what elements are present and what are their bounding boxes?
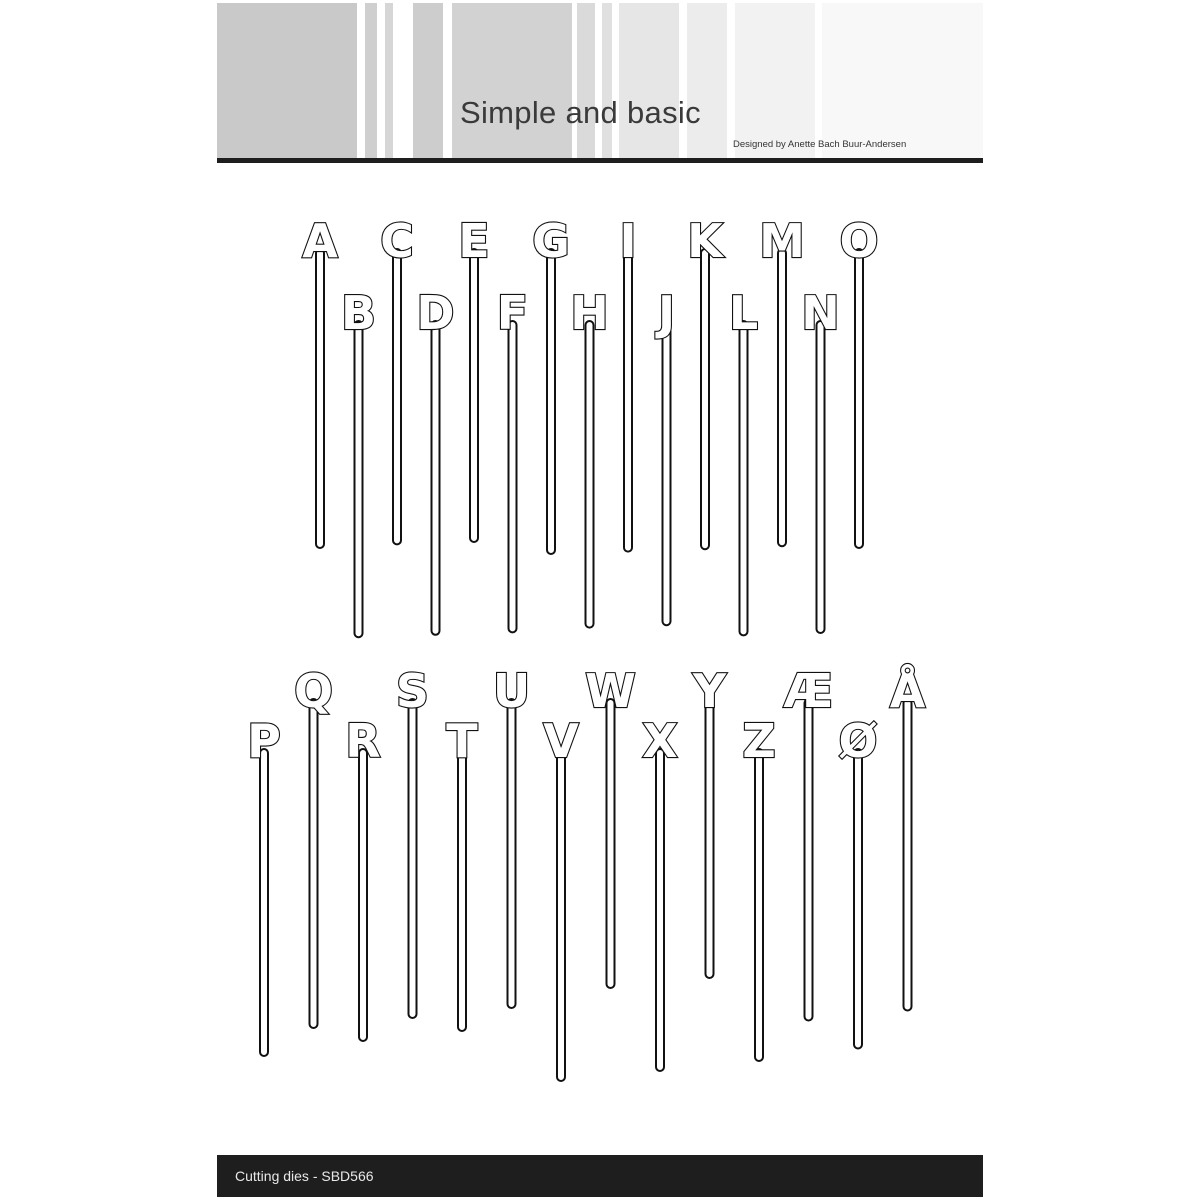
die-stick	[260, 749, 268, 1056]
letter-die	[742, 714, 775, 1061]
letter-die	[247, 714, 281, 1056]
letter-die	[585, 664, 636, 988]
die-stick	[706, 699, 714, 978]
die-letter: D	[416, 286, 455, 340]
die-stick	[310, 699, 318, 1028]
letter-die	[839, 214, 878, 548]
die-letter: W	[585, 664, 636, 718]
letter-die	[890, 664, 926, 1011]
die-letter: Y	[692, 664, 727, 718]
letter-die	[446, 714, 478, 1031]
letter-die	[341, 286, 376, 637]
letter-die	[458, 214, 489, 542]
letter-die	[532, 214, 570, 554]
die-stick	[509, 321, 517, 632]
die-stick	[359, 749, 367, 1041]
footer-label: Cutting dies - SBD566	[235, 1168, 374, 1184]
die-letter: F	[496, 286, 529, 340]
die-stick	[432, 321, 440, 635]
letter-die	[380, 214, 414, 544]
die-stick	[904, 699, 912, 1011]
letter-die	[784, 664, 834, 1021]
die-letter: J	[657, 286, 676, 340]
die-stick	[393, 249, 401, 544]
letter-die	[493, 664, 530, 1008]
die-letter: V	[543, 714, 579, 768]
letter-die	[692, 664, 727, 978]
letter-die	[543, 714, 579, 1081]
die-stick	[355, 321, 363, 637]
die-stick	[624, 249, 632, 552]
die-stick	[607, 699, 615, 988]
letter-die	[838, 714, 877, 1049]
die-stick	[557, 749, 565, 1081]
die-letter: I	[619, 214, 637, 268]
product-card	[217, 3, 983, 1197]
die-stick	[458, 749, 466, 1031]
die-stick	[805, 699, 813, 1021]
die-stick	[508, 699, 516, 1008]
die-letter: A	[302, 214, 338, 268]
die-stick	[663, 321, 671, 625]
die-letter: R	[345, 714, 381, 768]
die-stick	[817, 321, 825, 633]
letter-die	[655, 286, 675, 625]
letter-die	[416, 286, 454, 635]
letter-die	[345, 714, 380, 1041]
die-letter: T	[446, 714, 478, 768]
brand-name: Simple and basic	[460, 95, 701, 130]
die-stick	[470, 249, 478, 542]
die-stick	[701, 249, 709, 549]
die-letter: Æ	[783, 664, 834, 718]
die-letter: M	[759, 214, 805, 268]
letter-die	[497, 286, 528, 632]
die-letter: K	[687, 214, 723, 268]
die-stick	[547, 249, 555, 554]
die-letter: C	[380, 214, 414, 268]
letter-die	[759, 214, 805, 546]
die-letter: N	[801, 286, 840, 340]
die-letter: Å	[889, 664, 926, 718]
designer-credit: Designed by Anette Bach Buur-Andersen	[733, 139, 907, 150]
die-artwork	[217, 3, 983, 1153]
die-letter: P	[247, 714, 281, 768]
letter-die	[396, 664, 429, 1018]
die-letter: O	[839, 214, 879, 268]
die-stick	[740, 321, 748, 635]
letter-die	[619, 214, 636, 552]
letter-die	[302, 214, 338, 548]
letter-die	[687, 214, 725, 549]
die-letter: B	[340, 286, 377, 340]
footer-bar	[217, 1155, 983, 1197]
die-stick	[755, 749, 763, 1061]
die-stick	[409, 699, 417, 1018]
die-stick	[855, 249, 863, 548]
die-letter: G	[532, 214, 570, 268]
letter-die	[570, 286, 609, 628]
die-letter: Q	[293, 664, 334, 718]
letter-die	[801, 286, 840, 633]
die-letter: X	[642, 714, 678, 768]
die-letter: L	[728, 286, 759, 340]
die-stick	[778, 249, 786, 546]
die-letter: H	[570, 286, 609, 340]
die-stick	[656, 749, 664, 1071]
die-letter: Ø	[838, 714, 878, 768]
letter-die	[294, 664, 333, 1028]
die-stick	[854, 749, 862, 1049]
letter-die	[642, 714, 677, 1071]
die-stick	[316, 249, 324, 548]
die-letter: E	[458, 214, 490, 268]
die-stick	[586, 321, 594, 628]
die-letter: U	[492, 664, 531, 718]
letter-die	[729, 286, 758, 635]
die-letter: Z	[742, 714, 776, 768]
die-letter: S	[395, 664, 430, 718]
